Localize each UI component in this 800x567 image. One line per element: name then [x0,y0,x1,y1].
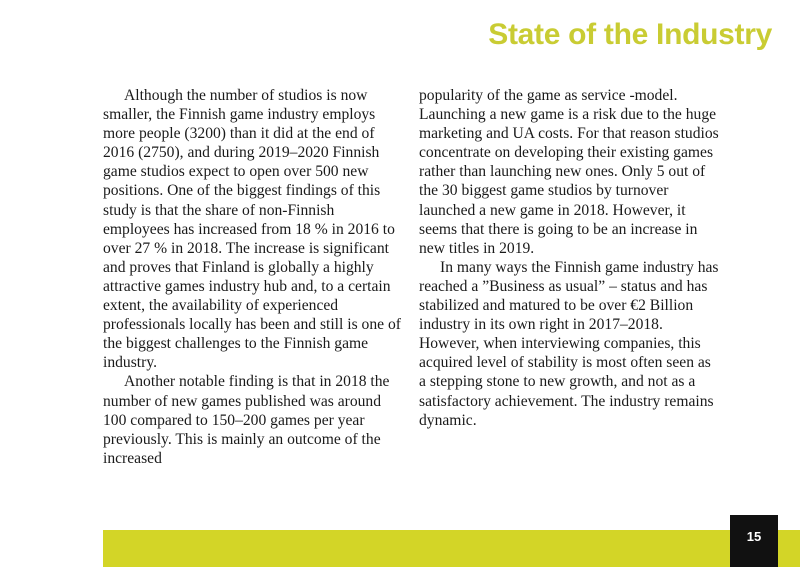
page-title: State of the Industry [488,18,772,51]
paragraph: In many ways the Finnish game industry has reached a ”Business as usual” – status and has stabilized and matured to be over €2 Billion industry in its own right in 2017–2018. However, when interviewing companies, this acquired level of stability is most often seen as a stepping stone to new growth, and not as a satisfactory achievement. The industry remains dynamic. [419,258,719,429]
text-column-right [419,86,721,430]
paragraph: Another notable finding is that in 2018 the number of new games published was around 100 compared to 150–200 games per year previously. This is mainly an outcome of the increased [103,373,390,467]
footer-bar [103,530,800,567]
paragraph-continued: popularity of the game as service -model. Launching a new game is a risk due to the huge marketing and UA costs. For that reason studios concentrate on developing their existing games rather than launching new ones. Only 5 out of the 30 biggest game studios by turnover launched a new game in 2018. However, it seems that there is going to be an increase in new titles in 2019. [419,87,719,257]
paragraph: Although the number of studios is now smaller, the Finnish game industry employs more people (3200) than it did at the end of 2016 (2750), and during 2019–2020 Finnish game studios expect to open over 500 new positions. One of the biggest findings of this study is that the share of non-Finnish employees has increased from 18 % in 2016 to over 27 % in 2018. The increase is significant and proves that Finland is globally a highly attractive games industry hub and, to a certain extent, the availability of experienced professionals locally has been and still is one of the biggest challenges to the Finnish game industry. [103,87,401,372]
text-column-left [103,86,403,468]
page-number: 15 [730,515,778,567]
